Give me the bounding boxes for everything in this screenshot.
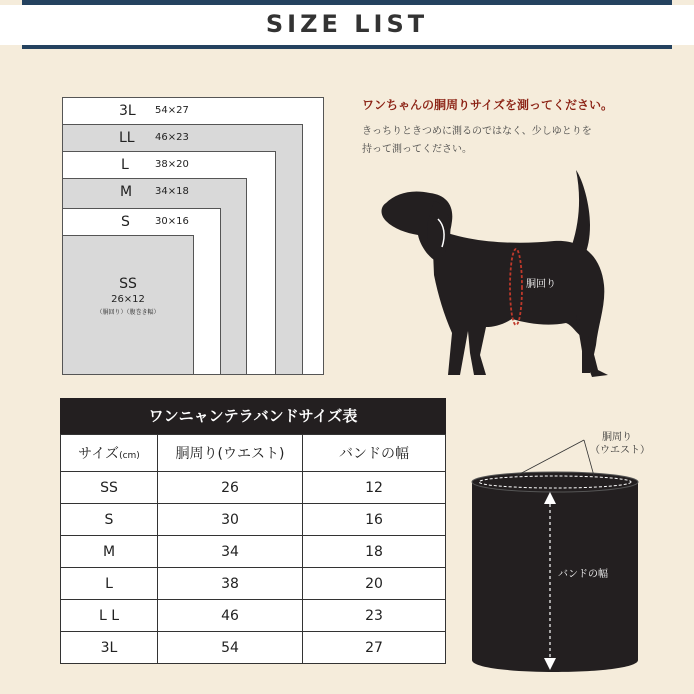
cell-size: S <box>61 504 158 536</box>
size-dims-ss: 26×12 <box>111 294 145 305</box>
table-header-row <box>61 435 446 472</box>
cell-size: L L <box>61 600 158 632</box>
size-label-ss: SS <box>119 276 137 292</box>
band-girth-label-2: （ウエスト） <box>590 445 650 456</box>
cell-size: L <box>61 568 158 600</box>
col-header-size: サイズ(cm) <box>61 435 158 472</box>
cell-width: 23 <box>303 600 446 632</box>
table-row <box>61 504 446 536</box>
measure-note-line2: 持って測ってください。 <box>362 144 472 155</box>
size-dims-3l: 54×27 <box>155 105 189 116</box>
cell-girth: 26 <box>158 472 303 504</box>
size-label-s: S <box>121 214 130 230</box>
size-label-l: L <box>121 157 129 173</box>
cell-width: 16 <box>303 504 446 536</box>
dog-girth-label: 胴回り <box>526 279 556 290</box>
measure-note-line1: きっちりときつめに測るのではなく、少しゆとりを <box>362 126 592 137</box>
size-dims-l: 38×20 <box>155 159 189 170</box>
size-dims-ll: 46×23 <box>155 132 189 143</box>
cell-width: 20 <box>303 568 446 600</box>
cell-width: 12 <box>303 472 446 504</box>
col-header-width: バンドの幅 <box>303 435 446 472</box>
page-title: SIZE LIST <box>265 10 429 38</box>
table-row <box>61 472 446 504</box>
size-dims-s: 30×16 <box>155 216 189 227</box>
table-row <box>61 536 446 568</box>
cell-size: M <box>61 536 158 568</box>
size-label-ll: LL <box>119 130 135 146</box>
table-row <box>61 568 446 600</box>
cell-girth: 38 <box>158 568 303 600</box>
measure-heading: ワンちゃんの胴周りサイズを測ってください。 <box>362 98 614 112</box>
cell-girth: 30 <box>158 504 303 536</box>
band-illustration <box>466 426 666 676</box>
cell-girth: 34 <box>158 536 303 568</box>
size-label-3l: 3L <box>119 103 136 119</box>
size-dims-m: 34×18 <box>155 186 189 197</box>
table-row <box>61 600 446 632</box>
size-label-m: M <box>120 184 133 200</box>
size-diagram <box>62 97 324 375</box>
col-header-girth: 胴周り(ウエスト) <box>158 435 303 472</box>
table-title: ワンニャンテラバンドサイズ表 <box>60 398 446 434</box>
band-width-label: バンドの幅 <box>558 569 608 580</box>
size-box-ss <box>62 235 194 375</box>
cell-width: 27 <box>303 632 446 664</box>
title-underline <box>22 45 672 49</box>
band-girth-label-1: 胴周り <box>602 432 632 443</box>
size-table <box>60 434 446 664</box>
cell-width: 18 <box>303 536 446 568</box>
cell-size: 3L <box>61 632 158 664</box>
table-row <box>61 632 446 664</box>
size-note-ss: （胴回り）（腹巻き幅） <box>96 309 160 316</box>
cell-girth: 54 <box>158 632 303 664</box>
cell-size: SS <box>61 472 158 504</box>
dog-illustration <box>376 165 636 385</box>
cell-girth: 46 <box>158 600 303 632</box>
